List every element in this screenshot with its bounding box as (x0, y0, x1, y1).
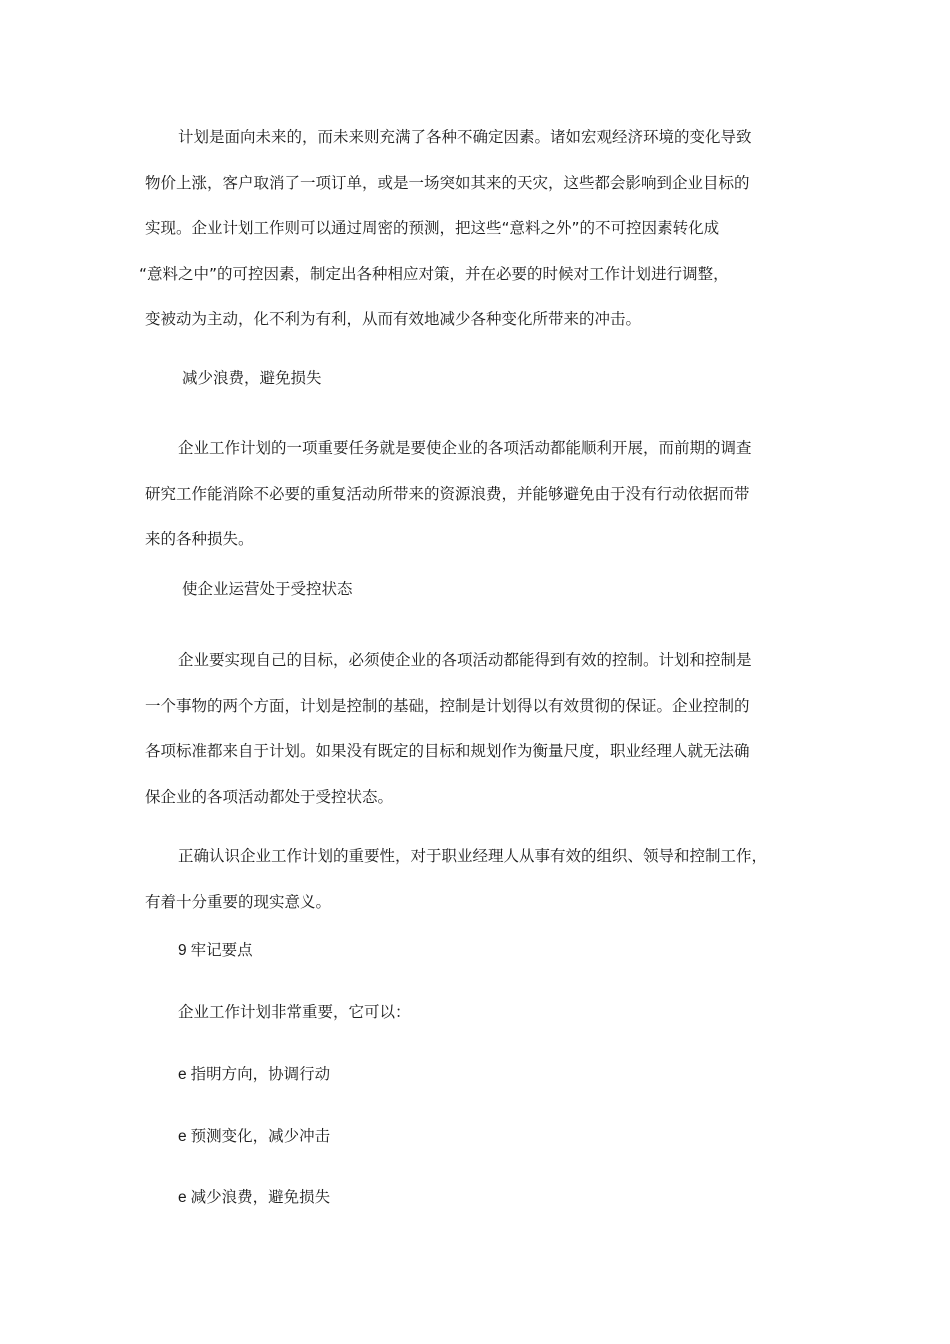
bullet-marker: e (178, 1128, 187, 1145)
text-line: 实现。企业计划工作则可以通过周密的预测，把这些“意料之外”的不可控因素转化成 (145, 219, 720, 237)
text-line: 企业工作计划的一项重要任务就是要使企业的各项活动都能顺利开展，而前期的调查 (178, 439, 752, 457)
text-line: 各项标准都来自于计划。如果没有既定的目标和规划作为衡量尺度，职业经理人就无法确 (145, 742, 750, 760)
paragraph-uncertainty (139, 115, 825, 343)
bullet-marker: e (178, 1189, 187, 1206)
text-line: 研究工作能消除不必要的重复活动所带来的资源浪费，并能够避免由于没有行动依据而带 (145, 484, 750, 503)
text-line: 保企业的各项活动都处于受控状态。 (145, 787, 394, 806)
keypoints-intro: 企业工作计划非常重要，它可以： (178, 1003, 411, 1021)
text-line: 来的各种损失。 (145, 530, 254, 548)
list-item (178, 1185, 330, 1210)
section-heading-reduce-waste: 减少浪费，避免损失 (182, 369, 322, 387)
list-item (178, 1062, 330, 1087)
paragraph-reduce-waste (145, 426, 825, 563)
list-item-text: 减少浪费，避免损失 (190, 1188, 331, 1206)
list-item-text: 指明方向，协调行动 (190, 1065, 331, 1083)
text-line: 变被动为主动，化不利为有利，从而有效地减少各种变化所带来的冲击。 (145, 310, 642, 328)
text-line: 一个事物的两个方面，计划是控制的基础，控制是计划得以有效贯彻的保证。企业控制的 (145, 696, 750, 715)
list-item-text: 预测变化，减少冲击 (190, 1127, 331, 1145)
keypoints-marker: 9 (178, 942, 187, 959)
section-heading-controlled-operation: 使企业运营处于受控状态 (182, 580, 353, 598)
text-line: 有着十分重要的现实意义。 (145, 892, 332, 911)
list-item (178, 1124, 330, 1149)
text-line: 计划是面向未来的，而未来则充满了各种不确定因素。诸如宏观经济环境的变化导致 (178, 128, 752, 146)
text-line: 物价上涨，客户取消了一项订单，或是一场突如其来的天灾，这些都会影响到企业目标的 (145, 173, 750, 192)
paragraph-control (145, 638, 825, 820)
text-line: 正确认识企业工作计划的重要性，对于职业经理人从事有效的组织、领导和控制工作， (178, 847, 768, 865)
text-line: 企业要实现自己的目标，必须使企业的各项活动都能得到有效的控制。计划和控制是 (178, 651, 752, 669)
text-line: “意料之中”的可控因素，制定出各种相应对策，并在必要的时候对工作计划进行调整， (139, 264, 729, 283)
keypoints-title: 牢记要点 (190, 941, 253, 959)
bullet-marker: e (178, 1066, 187, 1083)
paragraph-importance (145, 834, 825, 925)
keypoints-heading (178, 938, 253, 963)
